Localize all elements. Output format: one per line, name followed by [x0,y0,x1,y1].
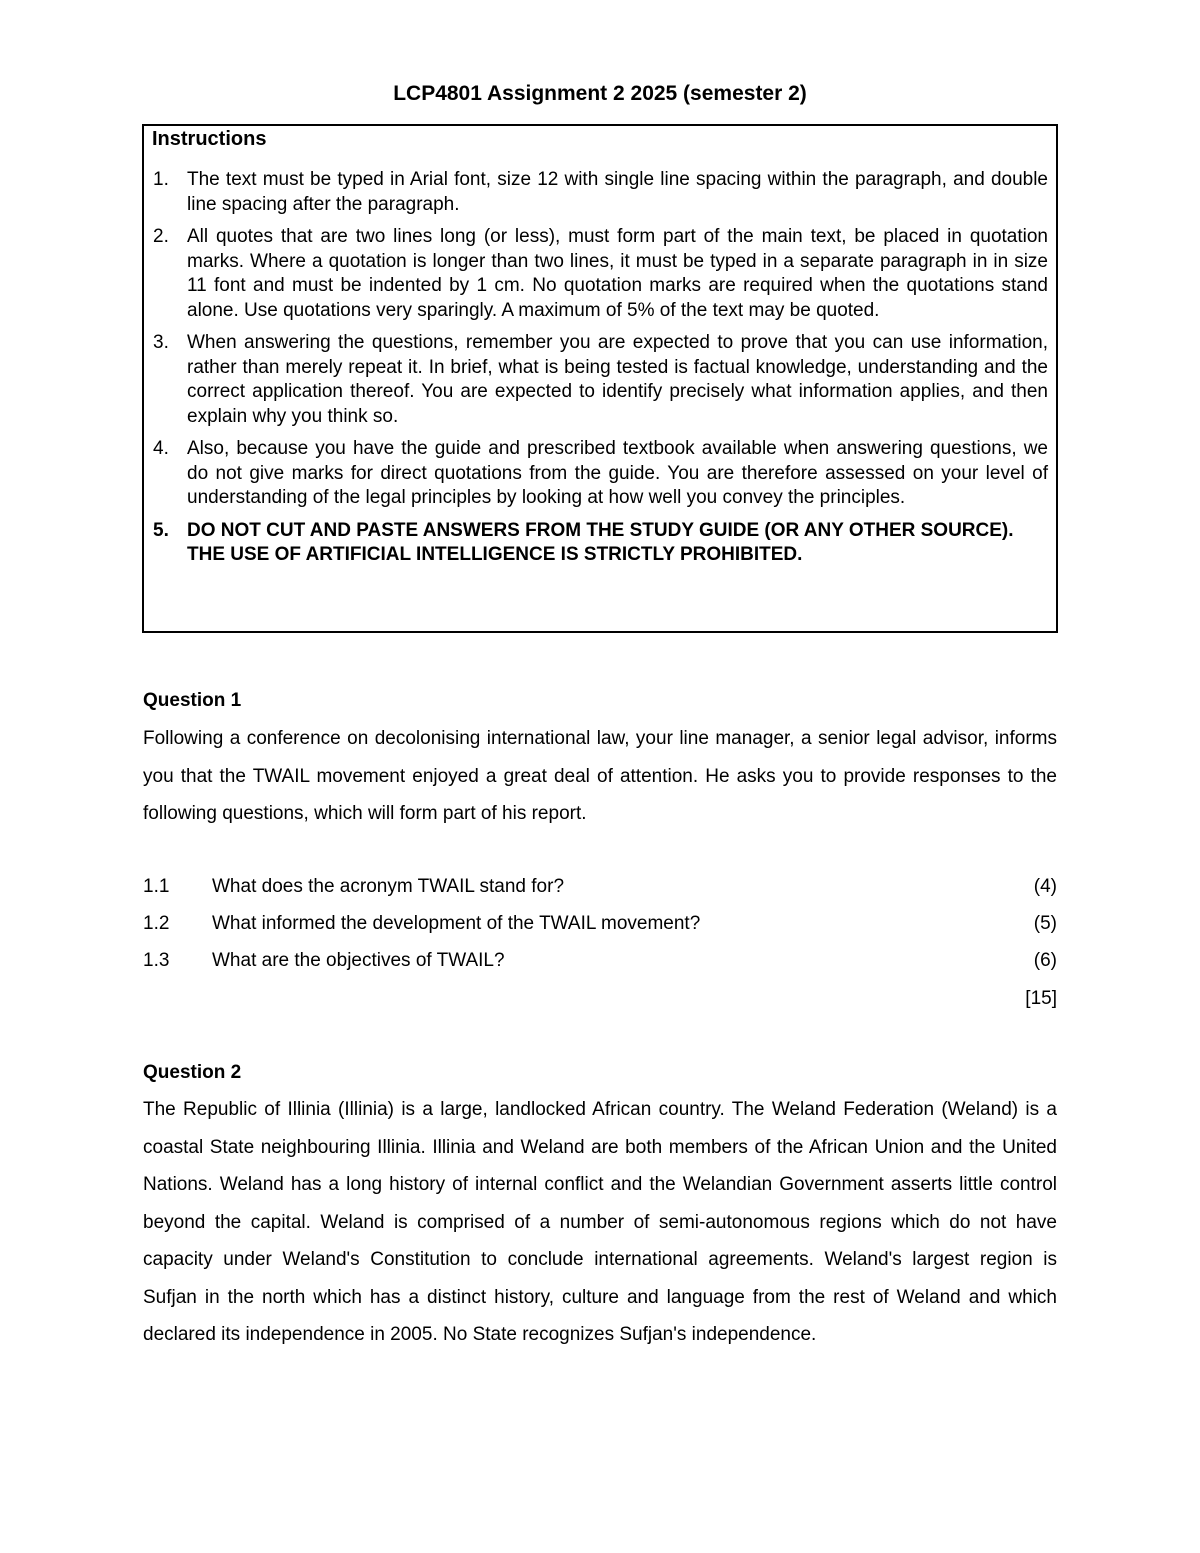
instruction-item [150,437,1048,511]
subquestion-number: 1.2 [143,913,170,934]
question-2-heading: Question 2 [143,1062,242,1083]
subquestion-text: What informed the development of the TWAIL movement? [212,913,701,934]
subquestion-marks: (6) [1033,950,1057,971]
instruction-number: 1. [153,169,169,190]
question-2-body: The Republic of Illinia (Illinia) is a large, landlocked African country. The Weland Federation (Weland) is a coastal State neighbouring Illinia. Illinia and Weland are both members of the African Union and the United Nations. Weland has a long history of internal conflict and the Welandian Government asserts little control beyond the capital. Weland is comprised of a number of semi-autonomous regions which do not have capacity under Weland's Constitution to conclude international agreements. Weland's largest region is Sufjan in the north which has a distinct history, culture and language from the rest of Weland and which declared its independence in 2005. No State recognizes Sufjan's independence. [143,1099,1057,1345]
subquestion-number: 1.3 [143,950,170,971]
subquestion-row [143,913,1057,939]
instruction-item-warning [150,519,1048,568]
instruction-number: 5. [153,519,169,541]
instruction-text: When answering the questions, remember you are expected to prove that you can use information, rather than merely repeat it. In brief, what is being tested is factual knowledge, understanding and the correct application thereof. You are expected to identify precisely what information applies, and then explain why you think so. [187,332,1048,427]
instruction-item [150,225,1048,323]
instruction-item [150,168,1048,217]
subquestion-text: What does the acronym TWAIL stand for? [212,876,565,897]
instruction-number: 3. [153,332,169,353]
instructions-heading: Instructions [152,128,267,150]
instruction-text: Also, because you have the guide and prescribed textbook available when answering questions, we do not give marks for direct quotations from the guide. You are therefore assessed on your level of understanding of the legal principles by looking at how well you convey the principles. [187,438,1048,508]
question-1-total-marks: [15] [1025,988,1057,1009]
instruction-item [150,331,1048,429]
subquestion-row [143,876,1057,902]
subquestion-row [143,950,1057,976]
subquestion-marks: (4) [1033,876,1057,897]
question-1-heading: Question 1 [143,690,242,711]
question-1-body: Following a conference on decolonising international law, your line manager, a senior legal advisor, informs you that the TWAIL movement enjoyed a great deal of attention. He asks you to provide responses to the following questions, which will form part of his report. [143,728,1057,824]
instruction-text: All quotes that are two lines long (or less), must form part of the main text, be placed in quotation marks. Where a quotation is longer than two lines, it must be typed in a separate paragraph in in size 11 font and must be indented by 1 cm. No quotation marks are required when the quotations stand alone. Use quotations very sparingly. A maximum of 5% of the text may be quoted. [187,226,1048,321]
instructions-list [150,168,1048,576]
instruction-number: 4. [153,438,169,459]
subquestion-marks: (5) [1033,913,1057,934]
instruction-number: 2. [153,226,169,247]
subquestion-text: What are the objectives of TWAIL? [212,950,505,971]
instruction-text: DO NOT CUT AND PASTE ANSWERS FROM THE STUDY GUIDE (OR ANY OTHER SOURCE). THE USE OF ARTIFICIAL INTELLIGENCE IS STRICTLY PROHIBITED. [187,519,1014,565]
subquestion-number: 1.1 [143,876,170,897]
instruction-text: The text must be typed in Arial font, size 12 with single line spacing within the paragraph, and double line spacing after the paragraph. [187,169,1048,215]
document-title: LCP4801 Assignment 2 2025 (semester 2) [393,82,807,105]
